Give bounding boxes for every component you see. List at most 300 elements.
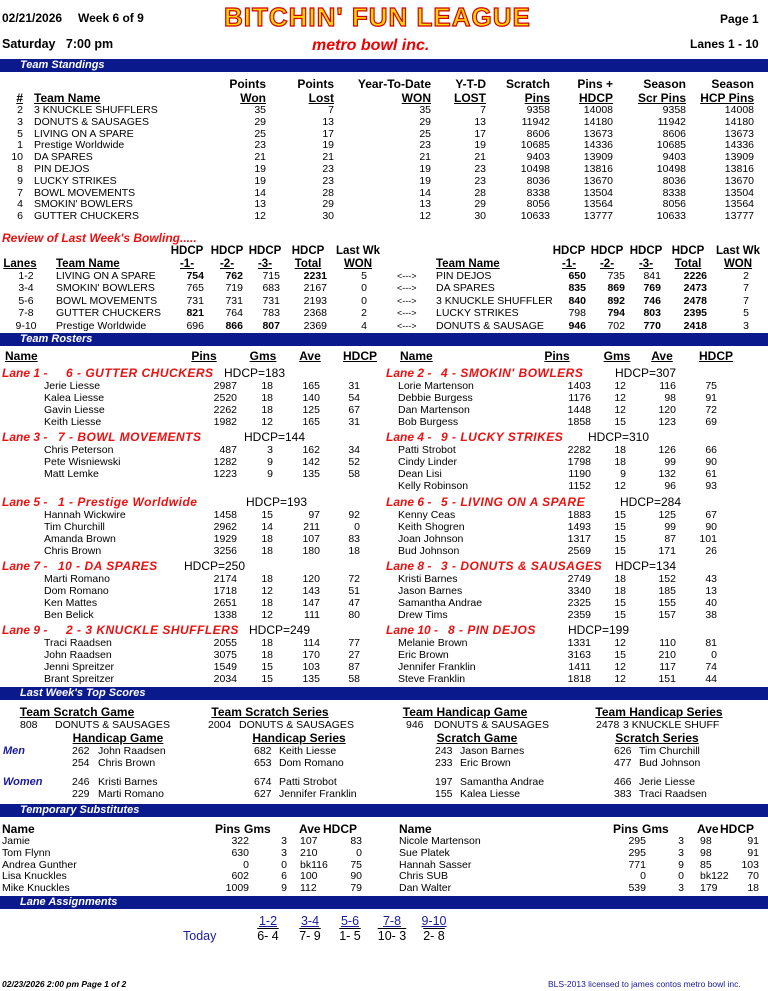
review-cell: 735 <box>607 270 625 282</box>
review-cell: 731 <box>225 294 243 307</box>
top-ind-name: Traci Raadsen <box>639 788 707 801</box>
standings-cell: 13777 <box>583 210 613 223</box>
sub-stat: 85 <box>700 858 712 871</box>
standings-cell: 7 <box>480 104 486 116</box>
standings-col-header: HCP Pins <box>700 91 754 105</box>
roster-player-stat: 120 <box>302 573 320 585</box>
roster-player-stat: 1403 <box>567 380 591 392</box>
top-ind-score: 254 <box>72 757 90 770</box>
top-team-score: 808 <box>20 719 38 731</box>
standings-cell: LUCKY STRIKES <box>34 174 117 187</box>
standings-cell: 8056 <box>662 198 686 211</box>
top-ind-name: Marti Romano <box>98 788 164 801</box>
standings-cell: 10633 <box>656 210 686 223</box>
sub-stat: 91 <box>747 835 759 847</box>
sub-stat: 295 <box>628 846 646 859</box>
roster-player-stat: 103 <box>302 660 320 673</box>
roster-player-stat: 487 <box>219 444 237 456</box>
review-cell: 7 <box>743 294 749 307</box>
roster-player-stat: 155 <box>658 596 676 609</box>
standings-cell: 14008 <box>583 104 613 116</box>
roster-player-stat: 107 <box>302 532 320 545</box>
roster-player-stat: 90 <box>705 455 717 468</box>
standings-cell: 14336 <box>583 139 613 152</box>
roster-player-stat: 117 <box>659 660 676 673</box>
roster-player-name: Kalea Liesse <box>44 391 105 404</box>
roster-player-stat: 1818 <box>567 672 591 685</box>
roster-team-hdcp: HDCP=284 <box>620 495 682 509</box>
roster-player-stat: 96 <box>664 479 676 492</box>
team-pair: 1- 5 <box>339 929 361 943</box>
subs-col-header: HDCP <box>720 822 755 836</box>
standings-cell: 10633 <box>520 210 550 223</box>
roster-player-stat: 185 <box>658 584 676 597</box>
roster-player-stat: 165 <box>302 380 320 392</box>
roster-player-stat: 2569 <box>567 544 591 557</box>
sub-stat: 91 <box>747 846 759 859</box>
review-cell: 683 <box>262 282 280 295</box>
roster-player-stat: 1338 <box>213 608 237 621</box>
review-vs-arrow: <---> <box>397 271 417 281</box>
standings-cell: 28 <box>322 186 334 199</box>
top-ind-score: 197 <box>435 776 453 788</box>
standings-col-header-top: Points <box>297 77 334 91</box>
roster-player-name: Melanie Brown <box>398 637 468 649</box>
roster-player-stat: 67 <box>348 403 360 416</box>
subs-col-header: Ave <box>697 822 719 836</box>
roster-player-name: Ken Mattes <box>44 596 98 609</box>
team-pair: 7- 9 <box>299 929 321 943</box>
roster-player-stat: 43 <box>705 573 717 585</box>
standings-cell: 35 <box>419 104 431 116</box>
review-title: Review of Last Week's Bowling..... <box>2 231 197 245</box>
roster-player-stat: 1929 <box>213 532 237 545</box>
top-ind-name: Eric Brown <box>460 757 511 770</box>
review-cell: LIVING ON A SPARE <box>56 270 156 282</box>
review-cell: 821 <box>186 307 204 320</box>
sub-name: Jamie <box>2 835 31 847</box>
review-cell: 2395 <box>683 307 707 320</box>
roster-lane-label: Lane 1 - <box>2 366 48 380</box>
top-team-name: DONUTS & SAUSAGES <box>434 719 549 731</box>
roster-player-name: Kristi Barnes <box>398 573 458 585</box>
standings-cell: DA SPARES <box>34 151 93 164</box>
roster-player-stat: 1858 <box>567 415 591 428</box>
roster-col-header: Ave <box>651 349 673 363</box>
roster-player-stat: 66 <box>705 444 717 456</box>
roster-player-stat: 1190 <box>568 467 591 480</box>
sub-stat: 3 <box>281 846 287 859</box>
top-team-score: 2478 <box>596 719 620 731</box>
roster-player-stat: 13 <box>705 584 717 597</box>
roster-player-stat: 111 <box>304 608 320 621</box>
standings-col-header: # <box>16 91 23 105</box>
roster-player-name: Pete Wisniewski <box>44 455 121 468</box>
lane-pair: 7-8 <box>382 914 402 928</box>
roster-player-name: Tim Churchill <box>44 520 105 533</box>
sub-name: Tom Flynn <box>2 846 51 859</box>
standings-cell: 17 <box>474 127 486 140</box>
roster-player-name: Chris Peterson <box>44 444 114 456</box>
subs-col-header: Ave <box>299 822 321 836</box>
page-label: Page 1 <box>720 12 759 26</box>
roster-player-stat: 1411 <box>568 660 591 673</box>
review-cell: 794 <box>607 307 625 320</box>
roster-player-name: Drew Tims <box>398 608 448 621</box>
roster-player-stat: 165 <box>302 415 320 428</box>
review-cell: PIN DEJOS <box>436 270 492 282</box>
standings-cell: 19 <box>254 174 266 187</box>
roster-player-stat: 210 <box>658 648 676 661</box>
top-team-title: Team Scratch Series <box>211 705 329 719</box>
standings-col-header-top: Points <box>229 77 266 91</box>
standings-cell: 8036 <box>526 174 550 187</box>
standings-cell: 10498 <box>656 163 686 175</box>
subs-col-header: Gms <box>244 822 271 836</box>
roster-player-stat: 1883 <box>567 509 591 521</box>
standings-cell: 29 <box>254 115 266 128</box>
roster-team-hdcp: HDCP=310 <box>588 430 650 444</box>
roster-lane-label: Lane 4 - <box>386 430 432 444</box>
review-cell: 0 <box>361 282 367 295</box>
roster-player-stat: 67 <box>705 509 717 521</box>
review-cell: 719 <box>225 282 243 295</box>
roster-player-stat: 180 <box>302 544 320 557</box>
review-col-header-top: HDCP <box>291 245 325 257</box>
review-cell: 2368 <box>303 307 327 320</box>
standings-cell: 29 <box>474 198 486 211</box>
roster-player-stat: 1549 <box>213 660 237 673</box>
roster-player-stat: 52 <box>348 455 360 468</box>
standings-cell: 21 <box>419 151 431 164</box>
roster-player-stat: 114 <box>303 637 320 649</box>
roster-col-header: HDCP <box>342 349 377 363</box>
roster-player-stat: 83 <box>348 532 360 545</box>
roster-player-stat: 81 <box>705 637 717 649</box>
standings-cell: BOWL MOVEMENTS <box>34 186 136 199</box>
roster-col-header: Name <box>400 349 433 363</box>
report-date: 02/21/2026 <box>2 11 63 25</box>
roster-player-stat: 125 <box>302 403 320 416</box>
roster-player-stat: 92 <box>348 509 360 521</box>
roster-player-stat: 15 <box>614 608 626 621</box>
review-cell: 841 <box>643 270 661 282</box>
top-ind-title: Handicap Game <box>72 731 164 745</box>
review-cell: DA SPARES <box>436 282 495 295</box>
review-cell: 650 <box>568 270 586 282</box>
sub-stat: 3 <box>678 846 684 859</box>
review-cell: 803 <box>643 307 661 320</box>
standings-cell: 13816 <box>724 163 754 175</box>
review-vs-arrow: <---> <box>397 320 417 331</box>
roster-player-stat: 12 <box>261 608 273 621</box>
roster-player-name: Jerie Liesse <box>44 380 101 392</box>
roster-player-stat: 1176 <box>568 391 591 404</box>
sub-stat: 107 <box>300 835 318 847</box>
roster-player-name: John Raadsen <box>44 648 112 661</box>
standings-cell: 2 <box>17 104 23 116</box>
standings-cell: 14 <box>254 186 266 199</box>
review-cell: 770 <box>643 319 661 332</box>
sub-stat: 630 <box>231 846 249 859</box>
top-ind-score: 229 <box>72 788 90 801</box>
roster-player-stat: 1317 <box>567 532 591 545</box>
sub-stat: 112 <box>300 882 317 895</box>
subs-col-header: HDCP <box>323 822 358 836</box>
standings-cell: 30 <box>474 210 486 223</box>
sub-stat: 3 <box>281 835 287 847</box>
roster-player-name: Brant Spreitzer <box>44 672 115 685</box>
roster-player-stat: 69 <box>705 415 717 428</box>
standings-cell: 17 <box>322 127 334 140</box>
roster-player-stat: 31 <box>348 380 360 392</box>
review-cell: 7-8 <box>18 307 34 320</box>
standings-cell: DONUTS & SAUSAGES <box>34 115 149 128</box>
roster-player-stat: 3340 <box>567 584 591 597</box>
sub-stat: 83 <box>350 835 362 847</box>
standings-cell: 23 <box>254 139 266 152</box>
review-col-header-top: HDCP <box>170 245 204 257</box>
league-title: BITCHIN' FUN LEAGUE <box>224 2 531 32</box>
review-cell: 696 <box>186 319 204 332</box>
standings-col-header: LOST <box>454 91 486 105</box>
roster-lane-label: Lane 2 - <box>386 366 432 380</box>
roster-player-stat: 2034 <box>213 672 237 685</box>
roster-player-name: Debbie Burgess <box>398 391 473 404</box>
standings-cell: 10498 <box>520 163 550 175</box>
roster-player-stat: 18 <box>261 544 273 557</box>
roster-player-stat: 74 <box>705 660 717 673</box>
roster-player-stat: 18 <box>614 584 626 597</box>
standings-cell: 19 <box>474 139 486 152</box>
top-ind-name: Tim Churchill <box>639 745 700 757</box>
top-ind-score: 243 <box>435 745 453 757</box>
review-col-header-top: HDCP <box>629 245 663 257</box>
standings-cell: 21 <box>254 151 266 164</box>
roster-player-stat: 15 <box>614 532 626 545</box>
top-ind-title: Scratch Series <box>615 731 699 745</box>
standings-cell: 13 <box>254 198 266 211</box>
standings-cell: 14180 <box>583 115 613 128</box>
rosters-header: Team Rosters <box>0 333 768 346</box>
top-ind-score: 682 <box>254 745 272 757</box>
review-cell: 9-10 <box>15 319 37 332</box>
standings-cell: 8036 <box>662 174 686 187</box>
roster-player-stat: 2651 <box>213 596 237 609</box>
lanes-range: Lanes 1 - 10 <box>690 37 759 51</box>
roster-player-stat: 15 <box>614 648 626 661</box>
top-ind-name: Jason Barnes <box>460 745 525 757</box>
roster-player-stat: 18 <box>614 573 626 585</box>
roster-player-stat: 72 <box>348 573 360 585</box>
top-ind-name: Kristi Barnes <box>98 776 158 788</box>
review-cell: 807 <box>262 319 280 332</box>
standings-cell: 30 <box>322 210 334 223</box>
sub-name: Hannah Sasser <box>399 858 472 871</box>
review-cell: 783 <box>262 307 280 320</box>
roster-player-stat: 135 <box>302 672 320 685</box>
roster-player-stat: 12 <box>261 415 273 428</box>
review-col-header: WON <box>343 258 373 270</box>
review-col-header-top: HDCP <box>552 245 586 257</box>
review-col-header: -1- <box>179 258 195 270</box>
team-pair: 10- 3 <box>377 929 407 943</box>
sub-stat: 179 <box>700 882 718 895</box>
roster-player-stat: 87 <box>664 532 676 545</box>
roster-player-name: Jason Barnes <box>398 584 463 597</box>
standings-cell: 28 <box>474 186 486 199</box>
review-cell: 7 <box>743 282 749 295</box>
roster-player-stat: 44 <box>705 672 717 685</box>
roster-player-stat: 12 <box>614 672 626 685</box>
review-cell: 866 <box>225 319 243 332</box>
top-ind-name: John Raadsen <box>98 745 166 757</box>
roster-player-stat: 2359 <box>567 608 591 621</box>
roster-player-name: Bud Johnson <box>398 544 460 557</box>
sub-stat: 295 <box>628 835 646 847</box>
review-col-header: -2- <box>219 258 235 270</box>
roster-lane-label: Lane 6 - <box>386 495 432 509</box>
review-cell: 3 KNUCKLE SHUFFLER <box>436 294 553 307</box>
standings-cell: 8056 <box>526 198 550 211</box>
standings-cell: 14008 <box>724 104 754 116</box>
standings-cell: 13 <box>322 115 334 128</box>
standings-col-header: Lost <box>308 91 334 105</box>
roster-player-stat: 12 <box>261 584 273 597</box>
roster-player-stat: 151 <box>658 672 676 685</box>
top-ind-name: Samantha Andrae <box>460 776 545 788</box>
review-col-header-top: HDCP <box>671 245 705 257</box>
roster-team-hdcp: HDCP=144 <box>244 430 306 444</box>
roster-player-stat: 15 <box>261 660 273 673</box>
review-col-header-top: HDCP <box>248 245 282 257</box>
roster-player-stat: 3075 <box>213 648 237 661</box>
top-ind-title: Handicap Series <box>252 731 346 745</box>
roster-player-stat: 2262 <box>213 403 237 416</box>
roster-player-name: Kenny Ceas <box>398 509 456 521</box>
roster-player-stat: 9 <box>620 467 626 480</box>
roster-player-name: Jenni Spreitzer <box>44 660 115 673</box>
roster-team-hdcp: HDCP=183 <box>224 366 286 380</box>
roster-player-stat: 15 <box>614 415 626 428</box>
review-cell: 764 <box>225 307 243 320</box>
standings-col-header-top: Pins + <box>577 77 613 91</box>
lane-assign-header: Lane Assignments <box>0 896 768 909</box>
roster-player-stat: 171 <box>658 544 676 557</box>
standings-cell: 21 <box>474 151 486 164</box>
standings-cell: 13670 <box>724 174 754 187</box>
roster-col-header: Name <box>5 349 38 363</box>
women-label: Women <box>3 776 43 788</box>
standings-cell: 7 <box>328 104 334 116</box>
review-cell: 769 <box>643 282 661 295</box>
roster-player-stat: 1982 <box>213 415 237 428</box>
review-cell: 5 <box>743 307 749 320</box>
sub-stat: 103 <box>741 858 759 871</box>
top-ind-name: Keith Liesse <box>279 745 337 757</box>
roster-player-stat: 101 <box>699 532 717 545</box>
roster-lane-label: Lane 9 - <box>2 623 48 637</box>
review-cell: GUTTER CHUCKERS <box>56 307 162 320</box>
top-ind-score: 626 <box>614 745 632 757</box>
roster-player-name: Matt Lemke <box>44 467 99 480</box>
standings-cell: 13673 <box>724 127 754 140</box>
standings-cell: 19 <box>419 163 431 175</box>
standings-cell: 13564 <box>724 198 754 211</box>
standings-cell: 9 <box>17 174 23 187</box>
roster-player-stat: 99 <box>664 520 676 533</box>
standings-cell: GUTTER CHUCKERS <box>34 210 140 223</box>
review-cell: Prestige Worldwide <box>56 319 147 332</box>
sub-stat: 98 <box>700 835 712 847</box>
review-col-header: Total <box>674 258 702 270</box>
roster-team-hdcp: HDCP=193 <box>246 495 308 509</box>
standings-cell: 9358 <box>662 104 686 116</box>
sub-stat: 100 <box>300 870 318 883</box>
top-ind-title: Scratch Game <box>436 731 518 745</box>
standings-cell: 10 <box>11 151 23 164</box>
roster-col-header: Pins <box>191 349 217 363</box>
roster-team-hdcp: HDCP=250 <box>184 559 246 573</box>
review-cell: BOWL MOVEMENTS <box>56 294 158 307</box>
roster-player-stat: 18 <box>261 596 273 609</box>
subs-col-header: Name <box>399 822 432 836</box>
top-ind-score: 246 <box>72 776 90 788</box>
roster-player-stat: 12 <box>614 403 626 416</box>
roster-player-stat: 142 <box>302 455 320 468</box>
standings-col-header: Pins <box>524 91 550 105</box>
center-name: metro bowl inc. <box>312 37 430 54</box>
standings-cell: 9403 <box>662 151 686 164</box>
roster-player-stat: 14 <box>261 520 273 533</box>
standings-cell: 13670 <box>583 174 613 187</box>
roster-team-name: 9 - LUCKY STRIKES <box>441 430 564 444</box>
review-col-header: Team Name <box>56 258 120 270</box>
roster-player-stat: 15 <box>261 672 273 685</box>
sub-name: Nicole Martenson <box>399 835 481 847</box>
roster-player-stat: 1493 <box>567 520 591 533</box>
roster-col-header: HDCP <box>698 349 733 363</box>
sub-stat: 0 <box>243 858 249 871</box>
roster-player-name: Gavin Liesse <box>44 403 105 416</box>
roster-player-stat: 2282 <box>567 444 591 456</box>
roster-lane-label: Lane 8 - <box>386 559 432 573</box>
standings-cell: 3 <box>17 115 23 128</box>
standings-col-header-top: Y-T-D <box>455 77 486 91</box>
top-ind-score: 653 <box>254 757 272 770</box>
roster-player-name: Keith Liesse <box>44 415 102 428</box>
sub-stat: bk116 <box>300 858 328 871</box>
roster-player-stat: 3256 <box>213 544 237 557</box>
roster-player-stat: 18 <box>261 532 273 545</box>
roster-lane-label: Lane 5 - <box>2 495 48 509</box>
top-ind-score: 477 <box>614 757 632 770</box>
roster-player-name: Samantha Andrae <box>398 596 483 609</box>
roster-player-stat: 2749 <box>567 573 591 585</box>
top-ind-score: 262 <box>72 745 90 757</box>
sub-stat: 322 <box>231 835 249 847</box>
roster-player-name: Bob Burgess <box>398 415 459 428</box>
review-vs-arrow: <---> <box>397 283 417 294</box>
sub-stat: 90 <box>350 870 362 883</box>
roster-team-name: 10 - DA SPARES <box>58 559 158 573</box>
review-col-header: -3- <box>257 258 273 270</box>
review-cell: 2193 <box>303 294 327 307</box>
roster-player-stat: 27 <box>348 648 360 661</box>
top-ind-score: 155 <box>435 788 453 801</box>
lane-pair: 5-6 <box>340 914 360 928</box>
review-cell: 0 <box>361 294 367 307</box>
